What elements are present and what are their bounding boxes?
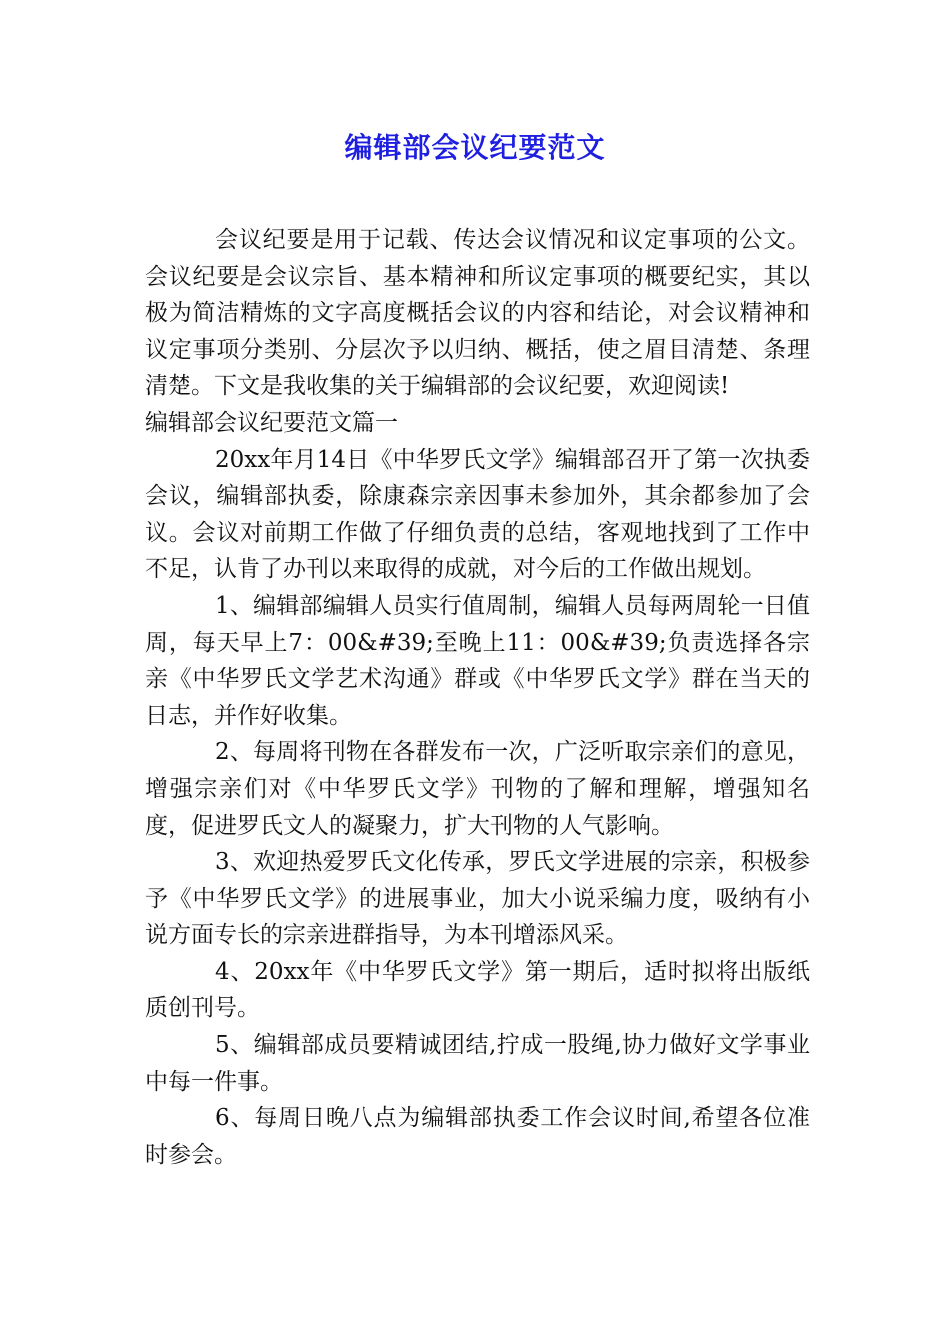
- paragraph-item-6: 6、每周日晚八点为编辑部执委工作会议时间,希望各位准时参会。: [145, 1105, 810, 1168]
- paragraph-meeting-summary: 20xx年月14日《中华罗氏文学》编辑部召开了第一次执委会议，编辑部执委，除康森宗亲因事未参加外，其余都参加了会议。会议对前期工作做了仔细负责的总结，客观地找到了工作中不足，认肯了办刊以来取得的成就，对今后的工作做出规划。: [145, 446, 810, 583]
- document-body: [145, 222, 810, 1173]
- section-heading: 编辑部会议纪要范文篇一: [145, 409, 398, 436]
- paragraph-item-2: 2、每周将刊物在各群发布一次，广泛听取宗亲们的意见，增强宗亲们对《中华罗氏文学》刊物的了解和理解，增强知名度，促进罗氏文人的凝聚力，扩大刊物的人气影响。: [145, 739, 810, 839]
- intro-paragraph: 会议纪要是用于记载、传达会议情况和议定事项的公文。会议纪要是会议宗旨、基本精神和所议定事项的概要纪实，其以极为简洁精炼的文字高度概括会议的内容和结论，对会议精神和议定事项分类别、分层次予以归纳、概括，使之眉目清楚、条理清楚。下文是我收集的关于编辑部的会议纪要，欢迎阅读!: [145, 227, 810, 400]
- document-title: 编辑部会议纪要范文: [344, 131, 606, 164]
- paragraph-item-5: 5、编辑部成员要精诚团结,拧成一股绳,协力做好文学事业中每一件事。: [145, 1032, 810, 1095]
- paragraph-item-1: 1、编辑部编辑人员实行值周制，编辑人员每两周轮一日值周，每天早上7：00&#39;至晚上11：00&#39;负责选择各宗亲《中华罗氏文学艺术沟通》群或《中华罗氏文学》群在当天的日志，并作好收集。: [145, 592, 810, 729]
- paragraph-item-3: 3、欢迎热爱罗氏文化传承，罗氏文学进展的宗亲，积极参予《中华罗氏文学》的进展事业，加大小说采编力度，吸纳有小说方面专长的宗亲进群指导，为本刊增添风采。: [145, 849, 810, 949]
- paragraph-item-4: 4、20xx年《中华罗氏文学》第一期后，适时拟将出版纸质创刊号。: [145, 958, 810, 1022]
